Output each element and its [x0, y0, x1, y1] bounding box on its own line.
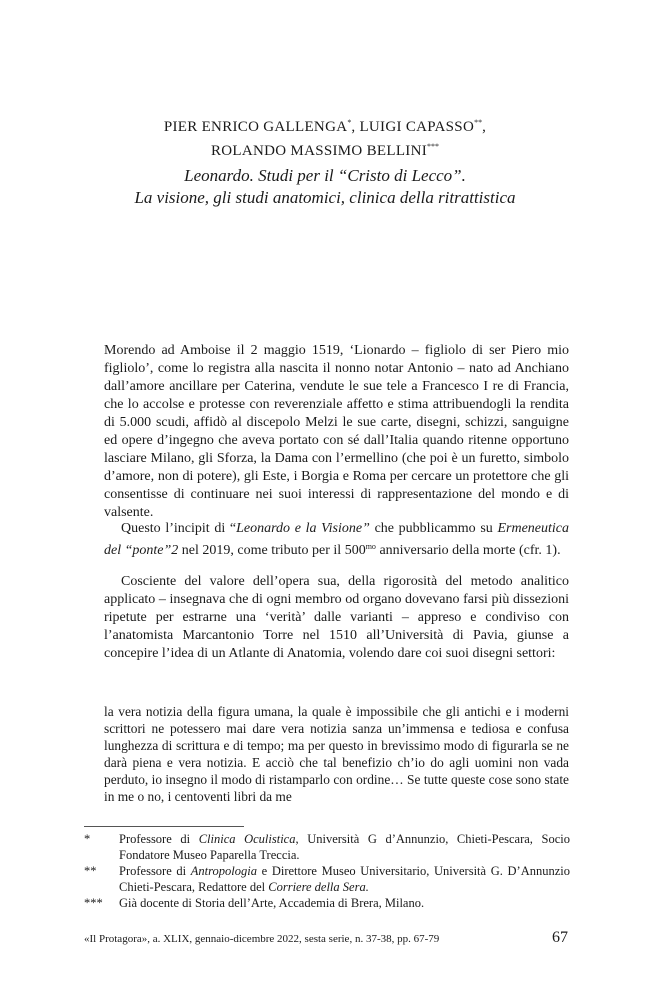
footnote-text: Professore di Antropologia e Direttore Museo Universitario, Università G. D’Annunzio Chieti-Pescara, Redattore del Corriere della Sera.	[119, 864, 570, 894]
author-capasso: LUIGI CAPASSO	[359, 119, 475, 135]
author-line-1: PIER ENRICO GALLENGA*, LUIGI CAPASSO**,	[163, 118, 487, 135]
paragraph-1: Morendo ad Amboise il 2 maggio 1519, ‘Lionardo – figliolo di ser Piero mio figliolo’, come lo registra alla nascita il nonno notar Antonio – nato ad Anchiano dall’amore ancillare per Caterina, vendute le sue tele a Francesco I re di Francia, che lo accolse e protesse con reverenziale affetto e stima attribuendogli la rendita di 5.000 scudi, affidò al discepolo Melzi le sue carte, disegni, schizzi, sanguigne ed opere d’ingegno che aveva portato con sé dall’Italia quando ritenne opportuno lasciare Milano, gli Sforza, la Dama con l’ermellino (che poi è un furetto, simbolo d’amore, non di potere), gli Este, i Borgia e Roma per cercare un protettore che gli consentisse di continuare nei suoi interessi di rappresentazione del mondo e di valsente.	[104, 343, 569, 520]
footnote-marker-1: *	[347, 118, 352, 127]
cited-journal: Ermeneutica del “ponte”2	[104, 521, 569, 558]
footnote-text: Professore di Clinica Oculistica, Università G d’Annunzio, Chieti-Pescara, Socio Fondatore Museo Paparella Treccia.	[119, 832, 570, 862]
footnote-mark: *	[84, 832, 91, 846]
footnote-1	[84, 831, 570, 863]
footnote-text: Già docente di Storia dell’Arte, Accademia di Brera, Milano.	[119, 896, 425, 910]
article-title	[0, 165, 650, 209]
footnote-mark: **	[84, 864, 97, 878]
author-list	[0, 113, 650, 161]
footnote-3	[84, 895, 570, 911]
author-gallenga: PIER ENRICO GALLENGA	[163, 119, 348, 135]
footnote-divider	[84, 826, 244, 827]
paragraph-3: Cosciente del valore dell’opera sua, della rigorosità del metodo analitico applicato – insegnava che di ogni membro od organo dovevano farsi più dissezioni ripetute per estrarne una ‘verità’ dalle varianti – appreso e condiviso con l’anatomista Marcantonio Torre nel 1510 all’Università di Pavia, giunse a concepire l’idea di un Atlante di Anatomia, volendo dare coi suoi disegni settori:	[104, 574, 569, 661]
cited-title: Leonardo e la Visione”	[236, 521, 370, 536]
footnote-mark: ***	[84, 896, 103, 910]
author-line-2	[0, 137, 650, 161]
footnote-marker-3: ***	[427, 142, 440, 151]
journal-citation: «Il Protagora», a. XLIX, gennaio-dicembre 2022, sesta serie, n. 37-38, pp. 67-79	[84, 933, 440, 945]
author-bellini: ROLANDO MASSIMO BELLINI	[210, 143, 428, 159]
page-number: 67	[552, 929, 568, 946]
title-line-1: Leonardo. Studi per il “Cristo di Lecco”.	[184, 166, 466, 185]
footnote-2	[84, 863, 570, 895]
title-line-2: La visione, gli studi anatomici, clinica della ritrattistica	[134, 188, 516, 207]
paragraph-2: Questo l’incipit di “Leonardo e la Visione” che pubblicammo su Ermeneutica del “ponte”2 nel 2019, come tributo per il $500^{mo}$ anniversario della morte (cfr. 1).	[104, 521, 569, 558]
block-quote: la vera notizia della figura umana, la quale è impossibile che gli antichi e i moderni scrittori ne potessero mai dare vera notizia sanza un’immensa e tediosa e confusa lunghezza di scrittura e di tempo; ma per questo in brevissimo modo di figurarla se ne darà piena e vera notizia. E acciò che tal benefizio ch’io do agli uomini non vada perduto, io insegno il modo di ristamparlo con ordine… Se tutte queste cose sono state in me o no, i centoventi libri da me	[104, 704, 569, 804]
footnote-marker-2: **	[474, 118, 483, 127]
